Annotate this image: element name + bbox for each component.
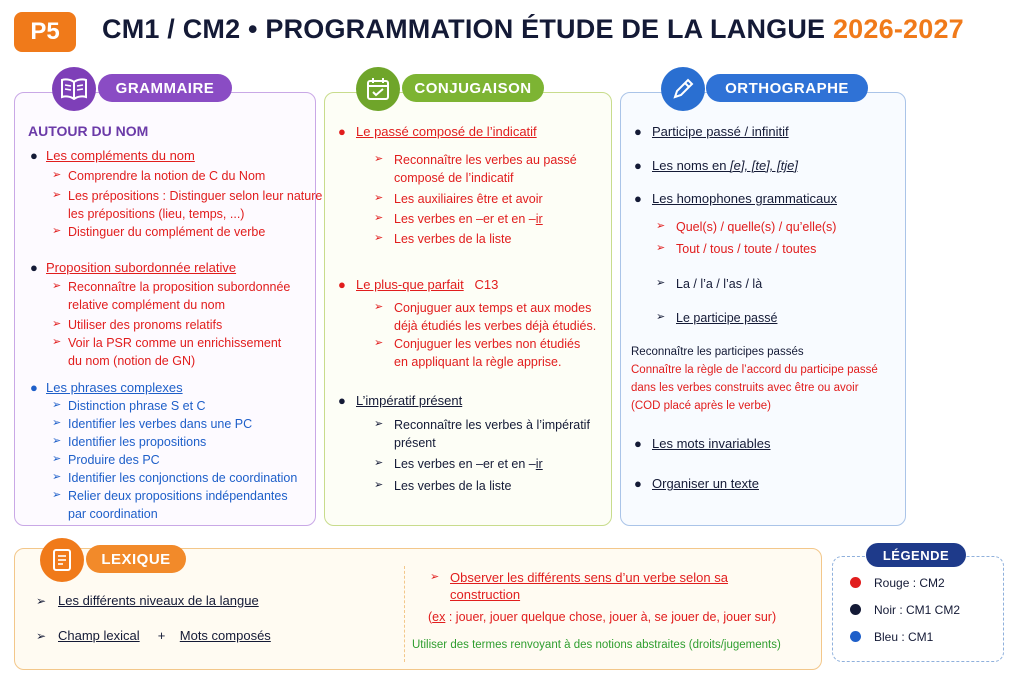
page-title (102, 14, 964, 45)
red-dot-icon (850, 577, 861, 588)
arrow-icon: ➢ (36, 594, 47, 608)
arrow-icon: ➢ (52, 417, 62, 429)
section-heading: Les phrases complexes (46, 380, 183, 395)
arrow-icon: ➢ (52, 435, 62, 447)
list-item: déjà étudiés les verbes déjà étudiés. (394, 319, 597, 333)
title-text: CM1 / CM2 • PROGRAMMATION ÉTUDE DE LA LANGUE (102, 14, 826, 44)
section-heading: Les homophones grammaticaux (652, 191, 837, 206)
arrow-icon: ➢ (374, 479, 384, 491)
section-heading: Les noms en [e], [te], [tje] (652, 158, 798, 173)
arrow-icon: ➢ (52, 225, 62, 237)
list-item: Les prépositions : Distinguer selon leur nature (68, 189, 323, 203)
section-heading: Les mots invariables (652, 436, 771, 451)
arrow-icon: ➢ (52, 336, 62, 348)
arrow-icon: ➢ (52, 280, 62, 292)
section-heading: Le plus-que parfait C13 (356, 277, 499, 292)
legend-item: Rouge : CM2 (874, 576, 945, 590)
arrow-icon: ➢ (52, 189, 62, 201)
arrow-icon: ➢ (656, 242, 666, 254)
arrow-icon: ➢ (374, 418, 384, 430)
list-item: Identifier les conjonctions de coordination (68, 471, 298, 485)
example-text: (ex : jouer, jouer quelque chose, jouer à, se jouer de, jouer sur) (428, 610, 777, 624)
section-heading: Participe passé / infinitif (652, 124, 789, 139)
list-item: Quel(s) / quelle(s) / qu’elle(s) (676, 220, 837, 234)
arrow-icon: ➢ (36, 629, 47, 643)
orthographe-label: ORTHOGRAPHE (706, 74, 868, 102)
bullet-icon: ● (338, 277, 346, 292)
section-heading: Le passé composé de l’indicatif (356, 124, 537, 139)
legend-item: Bleu : CM1 (874, 630, 934, 644)
note-text: dans les verbes construits avec être ou avoir (631, 382, 859, 394)
list-item: présent (394, 436, 436, 450)
list-item: Identifier les verbes dans une PC (68, 417, 253, 431)
arrow-icon: ➢ (52, 399, 62, 411)
arrow-icon: ➢ (374, 232, 384, 244)
level-badge: P5 (14, 12, 76, 52)
section-heading: L’impératif présent (356, 393, 463, 408)
list-item: Le participe passé (676, 311, 778, 325)
arrow-icon: ➢ (430, 571, 440, 583)
document-icon (40, 538, 84, 582)
pencil-icon (661, 67, 705, 111)
conjugaison-label: CONJUGAISON (402, 74, 544, 102)
divider (404, 566, 405, 662)
grammaire-subtitle: AUTOUR DU NOM (28, 123, 149, 139)
list-item: Les verbes en –er et en –ir (394, 457, 543, 471)
calendar-icon (356, 67, 400, 111)
list-item: du nom (notion de GN) (68, 354, 196, 368)
list-item: Identifier les propositions (68, 435, 207, 449)
bullet-icon: ● (634, 436, 642, 451)
arrow-icon: ➢ (374, 337, 384, 349)
blue-dot-icon (850, 631, 861, 642)
list-item: les prépositions (lieu, temps, ...) (68, 207, 245, 221)
book-icon (52, 67, 96, 111)
list-item: Distinction phrase S et C (68, 399, 206, 413)
bullet-icon: ● (30, 260, 38, 275)
arrow-icon: ➢ (374, 153, 384, 165)
arrow-icon: ➢ (656, 311, 666, 323)
list-item: Les verbes de la liste (394, 232, 512, 246)
legend-item: Noir : CM1 CM2 (874, 603, 961, 617)
note-text: Connaître la règle de l’accord du participe passé (631, 364, 878, 376)
note-text: (COD placé après le verbe) (631, 400, 771, 412)
arrow-icon: ➢ (656, 277, 666, 289)
arrow-icon: ➢ (52, 453, 62, 465)
list-item: relative complément du nom (68, 298, 226, 312)
list-item: Reconnaître la proposition subordonnée (68, 280, 291, 294)
list-item: Tout / tous / toute / toutes (676, 242, 817, 256)
note-text: Reconnaître les participes passés (631, 346, 804, 358)
list-item: construction (450, 587, 521, 602)
arrow-icon: ➢ (374, 212, 384, 224)
arrow-icon: ➢ (52, 471, 62, 483)
list-item: Les différents niveaux de la langue (58, 593, 259, 608)
list-item: Observer les différents sens d’un verbe selon sa (450, 570, 728, 585)
note-text: Utiliser des termes renvoyant à des notions abstraites (droits/jugements) (412, 639, 781, 651)
list-item: Conjuguer les verbes non étudiés (394, 337, 581, 351)
list-item: Relier deux propositions indépendantes (68, 489, 288, 503)
bullet-icon: ● (634, 191, 642, 206)
list-item: Utiliser des pronoms relatifs (68, 318, 223, 332)
list-item: La / l’a / l’as / là (676, 277, 763, 291)
bullet-icon: ● (338, 124, 346, 139)
arrow-icon: ➢ (656, 220, 666, 232)
lexique-label: LEXIQUE (86, 545, 186, 573)
list-item: Voir la PSR comme un enrichissement (68, 336, 282, 350)
list-item: Conjuguer aux temps et aux modes (394, 301, 592, 315)
list-item: par coordination (68, 507, 158, 521)
arrow-icon: ➢ (374, 301, 384, 313)
legende-label: LÉGENDE (866, 543, 966, 567)
section-heading: Organiser un texte (652, 476, 759, 491)
arrow-icon: ➢ (374, 192, 384, 204)
arrow-icon: ➢ (374, 457, 384, 469)
arrow-icon: ➢ (52, 489, 62, 501)
list-item: Distinguer du complément de verbe (68, 225, 266, 239)
bullet-icon: ● (30, 148, 38, 163)
list-item: Reconnaître les verbes au passé (394, 153, 577, 167)
arrow-icon: ➢ (52, 169, 62, 181)
section-heading: Proposition subordonnée relative (46, 260, 237, 275)
list-item: Produire des PC (68, 453, 160, 467)
arrow-icon: ➢ (52, 318, 62, 330)
section-heading: Les compléments du nom (46, 148, 195, 163)
list-item: composé de l’indicatif (394, 171, 514, 185)
list-item: Champ lexical + Mots composés (58, 628, 271, 643)
bullet-icon: ● (338, 393, 346, 408)
grammaire-label: GRAMMAIRE (98, 74, 232, 102)
list-item: en appliquant la règle apprise. (394, 355, 562, 369)
bullet-icon: ● (634, 476, 642, 491)
bullet-icon: ● (634, 158, 642, 173)
bullet-icon: ● (634, 124, 642, 139)
bullet-icon: ● (30, 380, 38, 395)
list-item: Reconnaître les verbes à l’impératif (394, 418, 590, 432)
black-dot-icon (850, 604, 861, 615)
list-item: Les verbes de la liste (394, 479, 512, 493)
list-item: Comprendre la notion de C du Nom (68, 169, 266, 183)
school-year: 2026-2027 (832, 14, 964, 44)
list-item: Les auxiliaires être et avoir (394, 192, 543, 206)
list-item: Les verbes en –er et en –ir (394, 212, 543, 226)
